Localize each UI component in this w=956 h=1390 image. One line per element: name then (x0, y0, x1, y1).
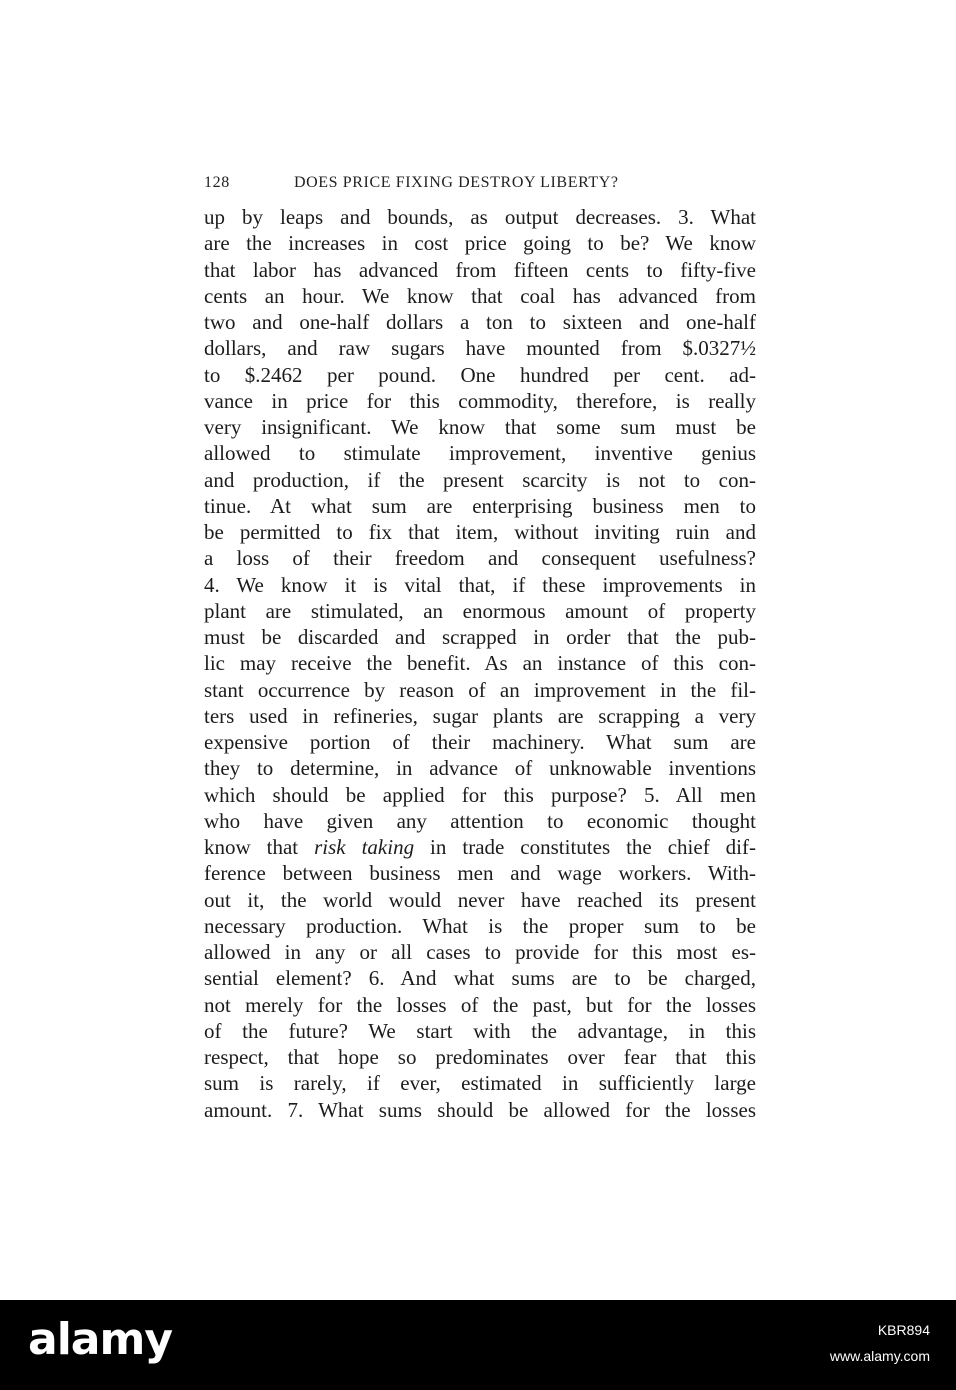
alamy-logo: alamy (28, 1314, 172, 1365)
text-line: sum is rarely, if ever, estimated in sufficiently large (204, 1071, 756, 1096)
text-line: vance in price for this commodity, therefore, is really (204, 388, 756, 413)
text-line: up by leaps and bounds, as output decreases. 3. What (204, 205, 756, 229)
text-line: a loss of their freedom and consequent usefulness? (204, 546, 756, 571)
text-line: are the increases in cost price going to be? We know (204, 231, 756, 256)
body-text (204, 204, 756, 1123)
text-line: which should be applied for this purpose? 5. All men (204, 782, 756, 807)
text-line: amount. 7. What sums should be allowed for the losses (204, 1097, 756, 1122)
text-line: dollars, and raw sugars have mounted from $.0327½ (204, 336, 756, 361)
page-number: 128 (204, 174, 230, 191)
text-line: ference between business men and wage workers. With- (204, 861, 756, 886)
text-line: of the future? We start with the advantage, in this (204, 1018, 756, 1043)
text-line: expensive portion of their machinery. What sum are (204, 730, 756, 754)
text-line: respect, that hope so predominates over fear that this (204, 1045, 756, 1069)
text-line: cents an hour. We know that coal has advanced from (204, 283, 756, 308)
text-line: and production, if the present scarcity is not to con- (204, 467, 756, 492)
text-line: tinue. At what sum are enterprising business men to (204, 493, 756, 518)
text-line: allowed in any or all cases to provide for this most es- (204, 940, 756, 964)
text-line: not merely for the losses of the past, but for the losses (204, 992, 756, 1017)
site-url: www.alamy.com (829, 1348, 930, 1364)
text-line: stant occurrence by reason of an improvement in the fil- (204, 677, 756, 702)
running-head: DOES PRICE FIXING DESTROY LIBERTY? (294, 174, 619, 191)
image-id: KBR894 (877, 1322, 930, 1338)
italic-phrase: risk taking (314, 835, 415, 859)
text-line: lic may receive the benefit. As an instance of this con- (204, 651, 756, 676)
watermark-band (0, 1300, 956, 1390)
text-line: necessary production. What is the proper sum to be (204, 913, 756, 938)
text-line: must be discarded and scrapped in order that the pub- (204, 625, 756, 649)
text-line: plant are stimulated, an enormous amount of property (204, 598, 756, 623)
text-line: ters used in refineries, sugar plants are scrapping a very (204, 703, 756, 728)
text-line: sential element? 6. And what sums are to be charged, (204, 966, 756, 991)
text-line: that labor has advanced from fifteen cents to fifty-five (204, 257, 756, 282)
text-line: allowed to stimulate improvement, inventive genius (204, 441, 756, 466)
text-line: they to determine, in advance of unknowable inventions (204, 756, 756, 781)
page-header (204, 170, 756, 196)
text-line: 4. We know it is vital that, if these improvements in (204, 572, 756, 597)
text-line: out it, the world would never have reached its present (204, 887, 756, 912)
text-line: to $.2462 per pound. One hundred per cent. ad- (204, 362, 756, 387)
text-line: be permitted to fix that item, without inviting ruin and (204, 520, 756, 544)
text-line: who have given any attention to economic thought (204, 808, 756, 833)
text-line: two and one-half dollars a ton to sixteen and one-half (204, 310, 756, 334)
text-line: know that risk taking in trade constitutes the chief dif- (204, 835, 756, 859)
text-line: very insignificant. We know that some sum must be (204, 415, 756, 439)
